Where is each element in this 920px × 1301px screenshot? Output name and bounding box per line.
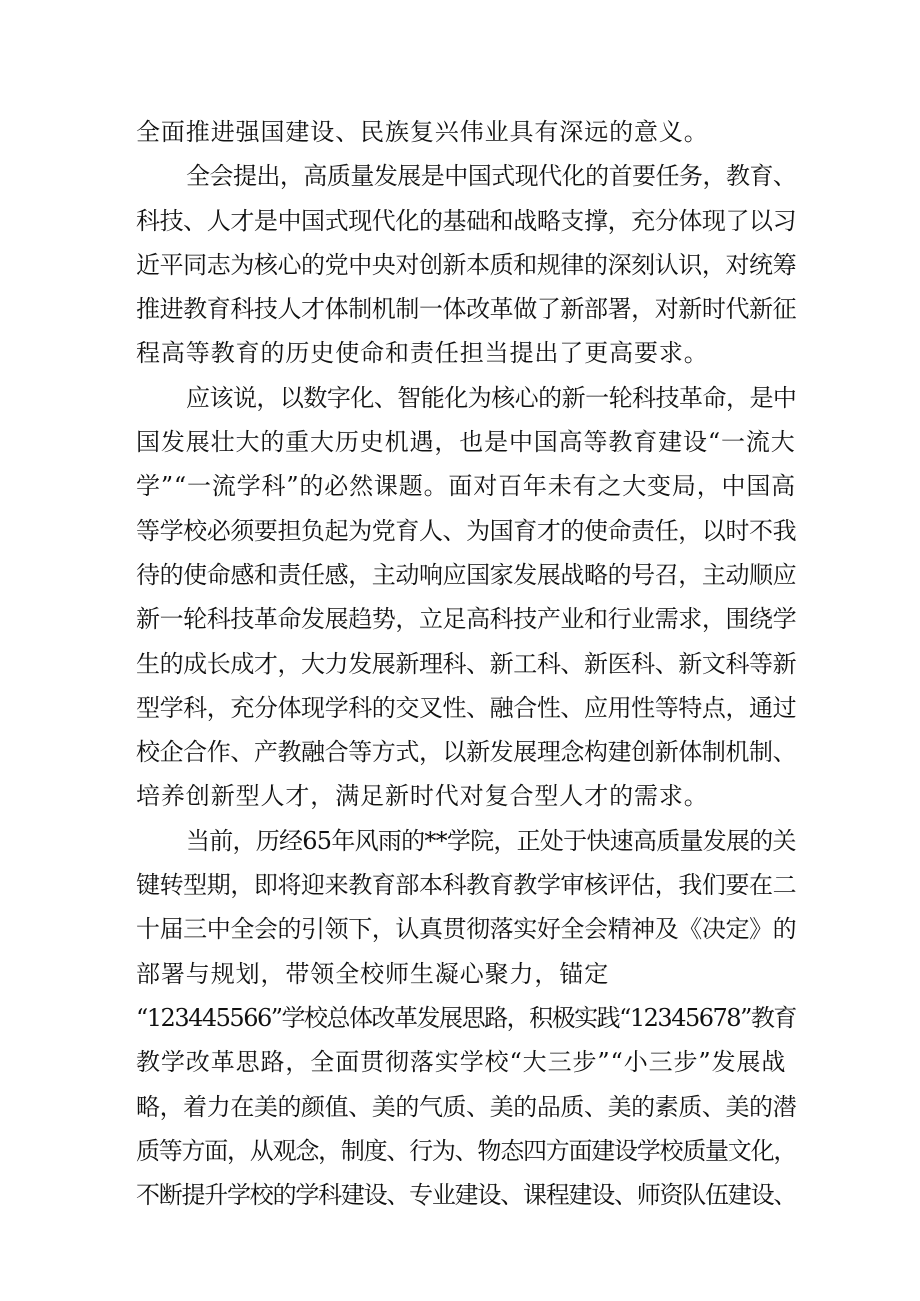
text-line: 全会提出，高质量发展是中国式现代化的首要任务，教育、: [186, 162, 797, 191]
text-line: 生的成长成才，大力发展新理科、新工科、新医科、新文科等新: [136, 649, 797, 678]
text-line: 不断提升学校的学科建设、专业建设、课程建设、师资队伍建设、: [136, 1181, 797, 1210]
text-line: 待的使命感和责任感，主动响应国家发展战略的号召，主动顺应: [136, 560, 797, 589]
body-text: [136, 110, 796, 1217]
text-line: 国发展壮大的重大历史机遇，也是中国高等教育建设“一流大: [136, 428, 796, 457]
text-line: 型学科，充分体现学科的交叉性、融合性、应用性等特点，通过: [136, 693, 797, 722]
text-line: 推进教育科技人才体制机制一体改革做了新部署，对新时代新征: [136, 295, 797, 324]
text-line: 等学校必须要担负起为党育人、为国育才的使命责任，以时不我: [136, 516, 797, 545]
text-line: 全面推进强国建设、民族复兴伟业具有深远的意义。: [136, 118, 709, 146]
text-line: 略，着力在美的颜值、美的气质、美的品质、美的素质、美的潜: [136, 1092, 797, 1121]
text-line: 应该说，以数字化、智能化为核心的新一轮科技革命，是中: [186, 383, 797, 412]
text-line: 部署与规划，带领全校师生凝心聚力，锚定: [136, 959, 610, 988]
text-line: 质等方面，从观念，制度、行为、物态四方面建设学校质量文化，: [136, 1136, 797, 1165]
text-line: 科技、人才是中国式现代化的基础和战略支撑，充分体现了以习: [136, 206, 797, 235]
text-line: 键转型期，即将迎来教育部本科教育教学审核评估，我们要在二: [136, 871, 797, 900]
text-line: 教学改革思路，全面贯彻落实学校“大三步”“小三步”发展战: [136, 1048, 787, 1077]
text-line: 学”“一流学科”的必然课题。面对百年未有之大变局，中国高: [136, 472, 797, 501]
text-line: 校企合作、产教融合等方式，以新发展理念构建创新体制机制、: [136, 738, 797, 767]
text-line: 程高等教育的历史使命和责任担当提出了更高要求。: [136, 339, 709, 368]
text-line: 培养创新型人才，满足新时代对复合型人才的需求。: [136, 782, 709, 811]
text-line: 十届三中全会的引领下，认真贯彻落实好全会精神及《决定》的: [136, 915, 797, 944]
text-line: 近平同志为核心的党中央对创新本质和规律的深刻认识，对统筹: [136, 250, 797, 279]
text-line: 新一轮科技革命发展趋势，立足高科技产业和行业需求，围绕学: [136, 605, 797, 634]
text-line: “123445566”学校总体改革发展思路，积极实践“12345678”教育: [136, 1003, 796, 1032]
text-line: 当前，历经65年风雨的**学院，正处于快速高质量发展的关: [186, 826, 796, 855]
